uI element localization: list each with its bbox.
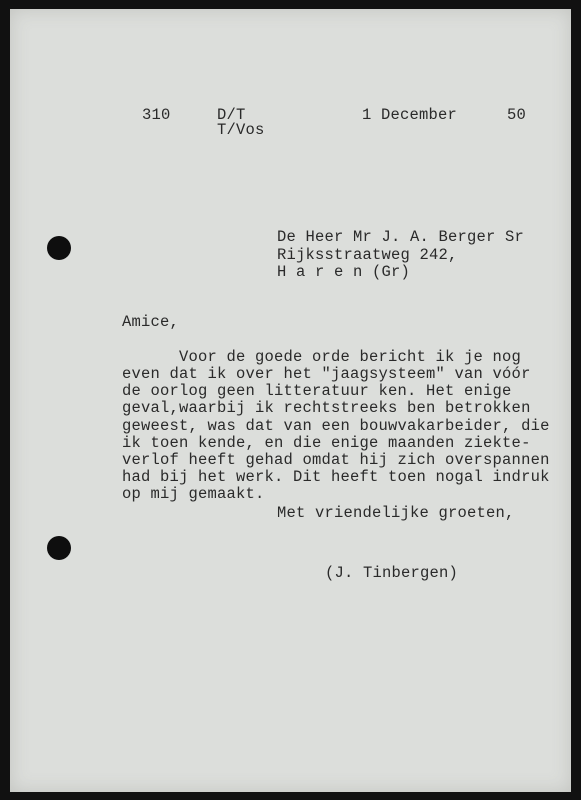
signature: (J. Tinbergen): [325, 564, 459, 582]
body-line: ik toen kende, en die enige maanden ziekte-: [122, 434, 531, 452]
body-line: verlof heeft gehad omdat hij zich overspannen: [122, 451, 550, 469]
letter-year: 50: [507, 106, 527, 124]
addressee-city: H a r e n (Gr): [277, 263, 411, 281]
letter-number: 310: [142, 106, 171, 124]
punch-hole-bottom: [47, 536, 71, 560]
body-line: even dat ik over het "jaagsysteem" van vóór: [122, 365, 531, 383]
body-line: Voor de goede orde bericht ik je nog: [122, 348, 522, 366]
reference-initials: D/T: [217, 106, 246, 124]
body-line: geweest, was dat van een bouwvakarbeider, die: [122, 417, 550, 435]
reference-typist: T/Vos: [217, 121, 265, 139]
addressee-name: De Heer Mr J. A. Berger Sr: [277, 228, 525, 246]
letter-page: [10, 9, 571, 792]
salutation: Amice,: [122, 313, 180, 331]
body-line: had bij het werk. Dit heeft toen nogal indruk: [122, 468, 550, 486]
body-line: de oorlog geen litteratuur ken. Het enige: [122, 382, 512, 400]
addressee-street: Rijksstraatweg 242,: [277, 246, 458, 264]
closing: Met vriendelijke groeten,: [277, 504, 515, 522]
punch-hole-top: [47, 236, 71, 260]
letter-date: 1 December: [362, 106, 458, 124]
body-line: op mij gemaakt.: [122, 485, 265, 503]
body-line: geval,waarbij ik rechtstreeks ben betrokken: [122, 399, 531, 417]
